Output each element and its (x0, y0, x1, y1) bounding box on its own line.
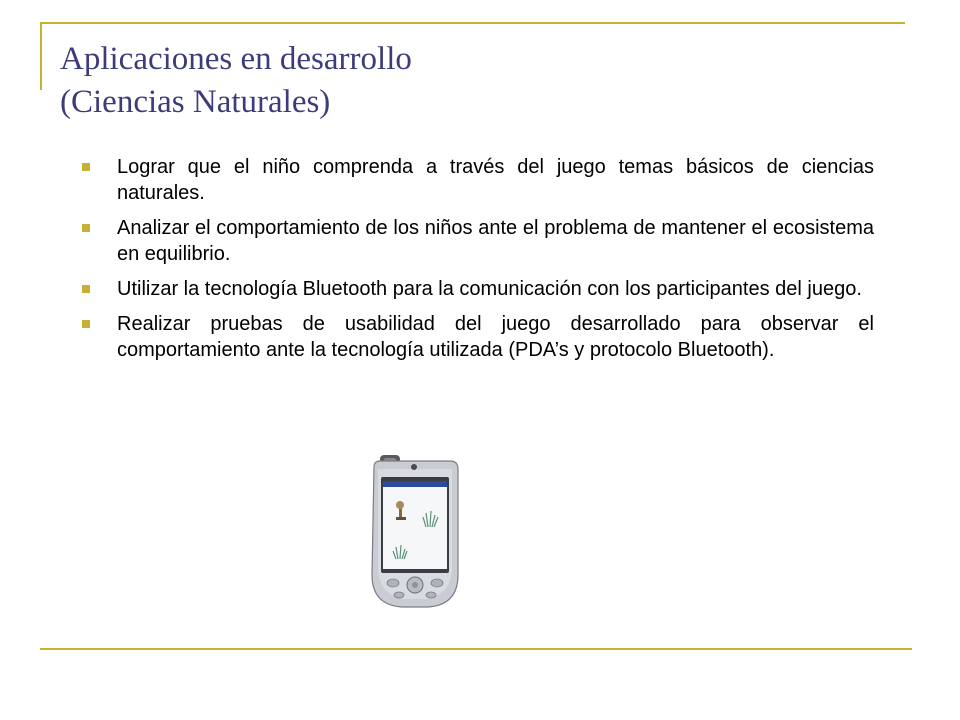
slide-title (60, 38, 880, 124)
square-bullet-icon (82, 285, 90, 293)
square-bullet-icon (82, 224, 90, 232)
bullet-item-1 (82, 154, 874, 206)
left-rule (40, 22, 42, 90)
bullet-text-4: Realizar pruebas de usabilidad del juego desarrollado para observar el comportamiento ante la tecnología utilizada (PDA’s y protocolo Bluetooth). (117, 313, 874, 361)
title-line-2: (Ciencias Naturales) (60, 84, 331, 120)
bullet-text-1: Lograr que el niño comprenda a través del juego temas básicos de ciencias naturales. (117, 156, 874, 204)
bottom-rule (40, 648, 912, 650)
bullet-item-4 (82, 311, 874, 363)
bullet-item-2 (82, 215, 874, 267)
pda-device-image (368, 455, 460, 610)
square-bullet-icon (82, 163, 90, 171)
bullet-list (82, 154, 874, 372)
hp-logo-icon (411, 464, 417, 470)
pda-screen (383, 481, 447, 569)
square-bullet-icon (82, 320, 90, 328)
top-rule (40, 22, 905, 24)
bullet-text-3: Utilizar la tecnología Bluetooth para la comunicación con los participantes del juego. (117, 278, 862, 300)
title-line-1: Aplicaciones en desarrollo (60, 41, 412, 77)
bullet-text-2: Analizar el comportamiento de los niños ante el problema de mantener el ecosistema en equilibrio. (117, 217, 874, 265)
bullet-item-3 (82, 276, 874, 302)
